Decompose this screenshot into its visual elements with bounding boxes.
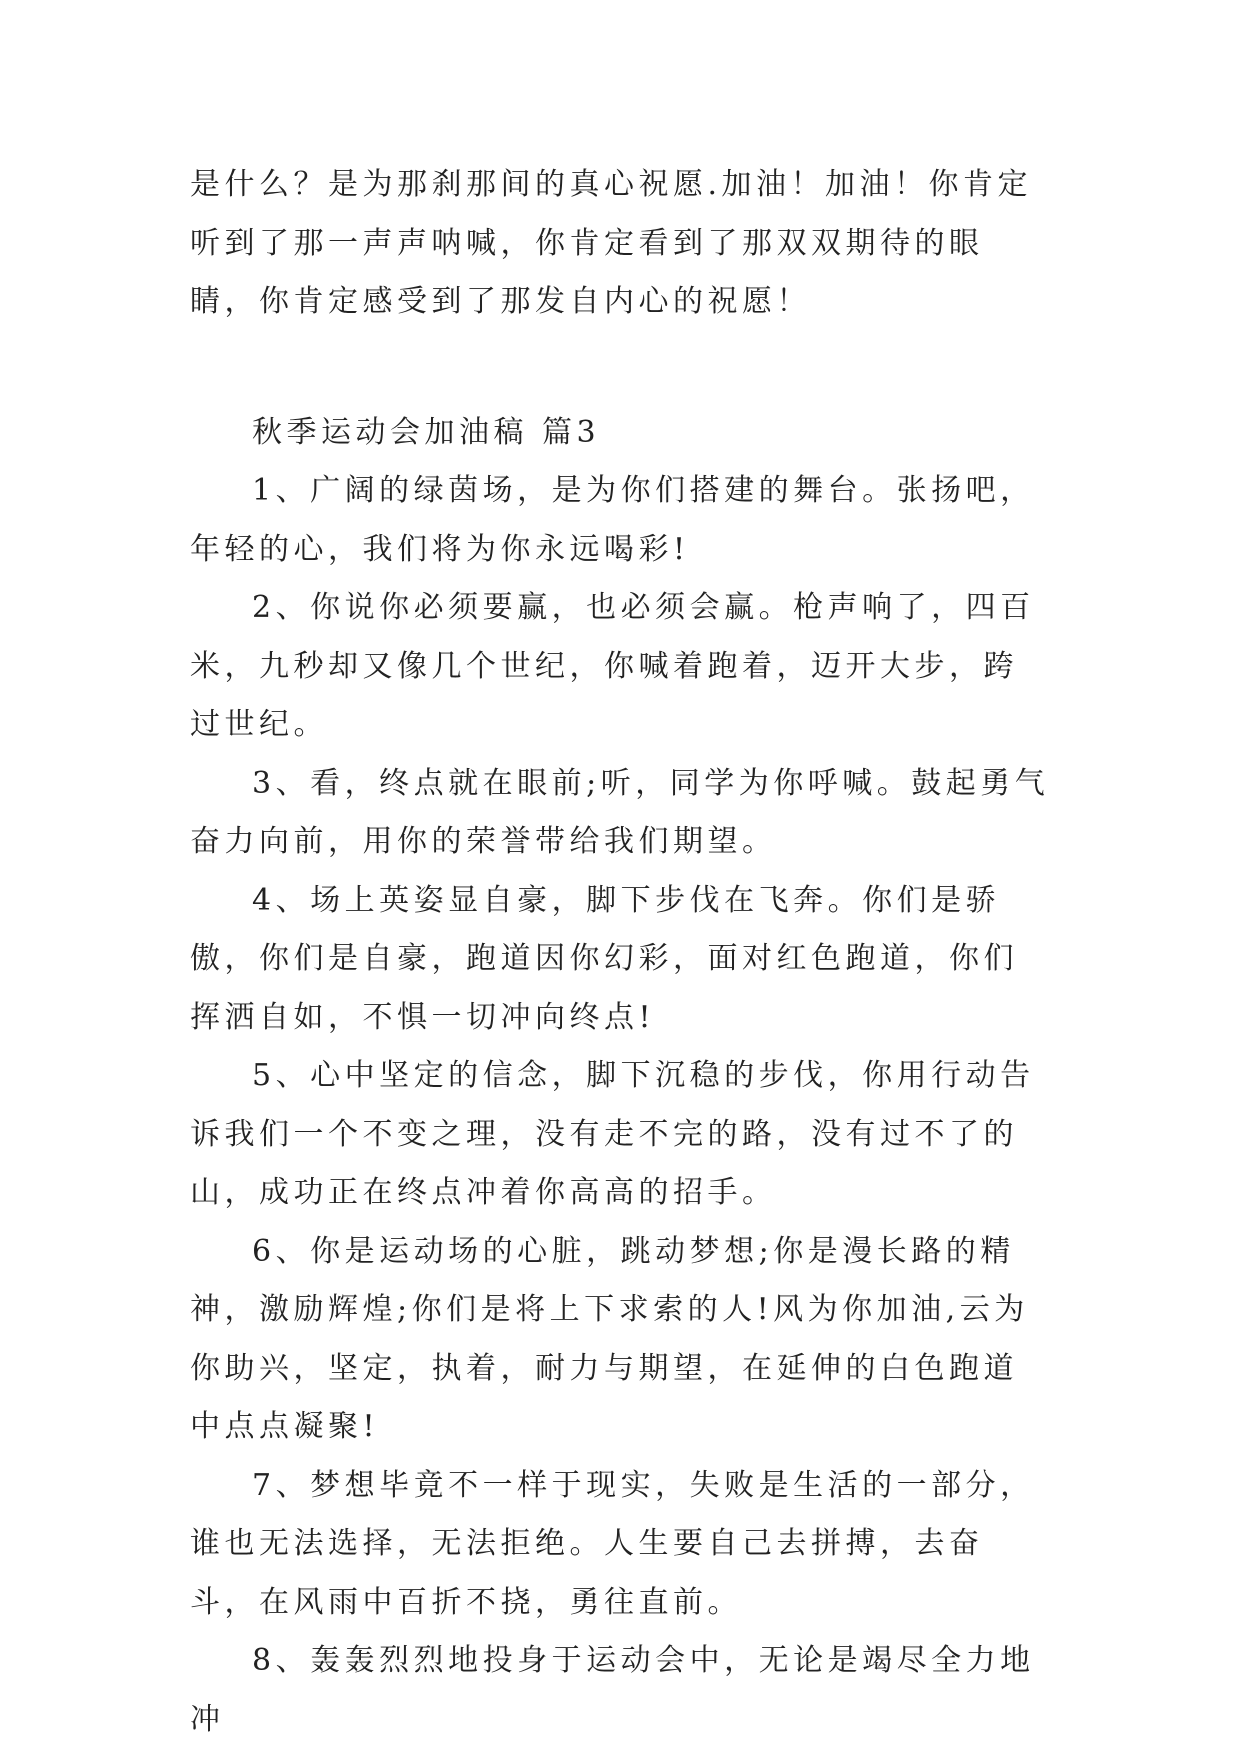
section-title: 秋季运动会加油稿 篇3 xyxy=(252,414,601,450)
item-5: 5、心中坚定的信念，脚下沉稳的步伐，你用行动告诉我们一个不变之理，没有走不完的路，没有过不了的山，成功正在终点冲着你高高的招手。 xyxy=(190,1058,1035,1210)
item-3: 3、看，终点就在眼前;听，同学为你呼喊。鼓起勇气奋力向前，用你的荣誉带给我们期望。 xyxy=(190,765,1050,859)
item-7: 7、梦想毕竟不一样于现实，失败是生活的一部分，谁也无法选择，无法拒绝。人生要自己去拼搏，去奋斗，在风雨中百折不挠，勇往直前。 xyxy=(190,1467,1035,1620)
item-6: 6、你是运动场的心脏，跳动梦想;你是漫长路的精神，激励辉煌;你们是将上下求索的人!风为你加油,云为你助兴，坚定，执着，耐力与期望，在延伸的白色跑道中点点凝聚! xyxy=(190,1233,1029,1444)
item-4: 4、场上英姿显自豪，脚下步伐在飞奔。你们是骄傲，你们是自豪，跑道因你幻彩，面对红色跑道，你们挥洒自如，不惧一切冲向终点! xyxy=(190,882,1018,1035)
item-1: 1、广阔的绿茵场，是为你们搭建的舞台。张扬吧，年轻的心，我们将为你永远喝彩! xyxy=(190,473,1035,567)
item-8: 8、轰轰烈烈地投身于运动会中，无论是竭尽全力地冲 xyxy=(190,1643,1035,1737)
intro-paragraph: 是什么？是为那刹那间的真心祝愿.加油！加油！你肯定听到了那一声声呐喊，你肯定看到了那双双期待的眼睛，你肯定感受到了那发自内心的祝愿！ xyxy=(190,167,1033,319)
item-2: 2、你说你必须要赢，也必须会赢。枪声响了，四百米，九秒却又像几个世纪，你喊着跑着，迈开大步，跨过世纪。 xyxy=(190,590,1035,742)
document-body xyxy=(190,156,1052,1749)
